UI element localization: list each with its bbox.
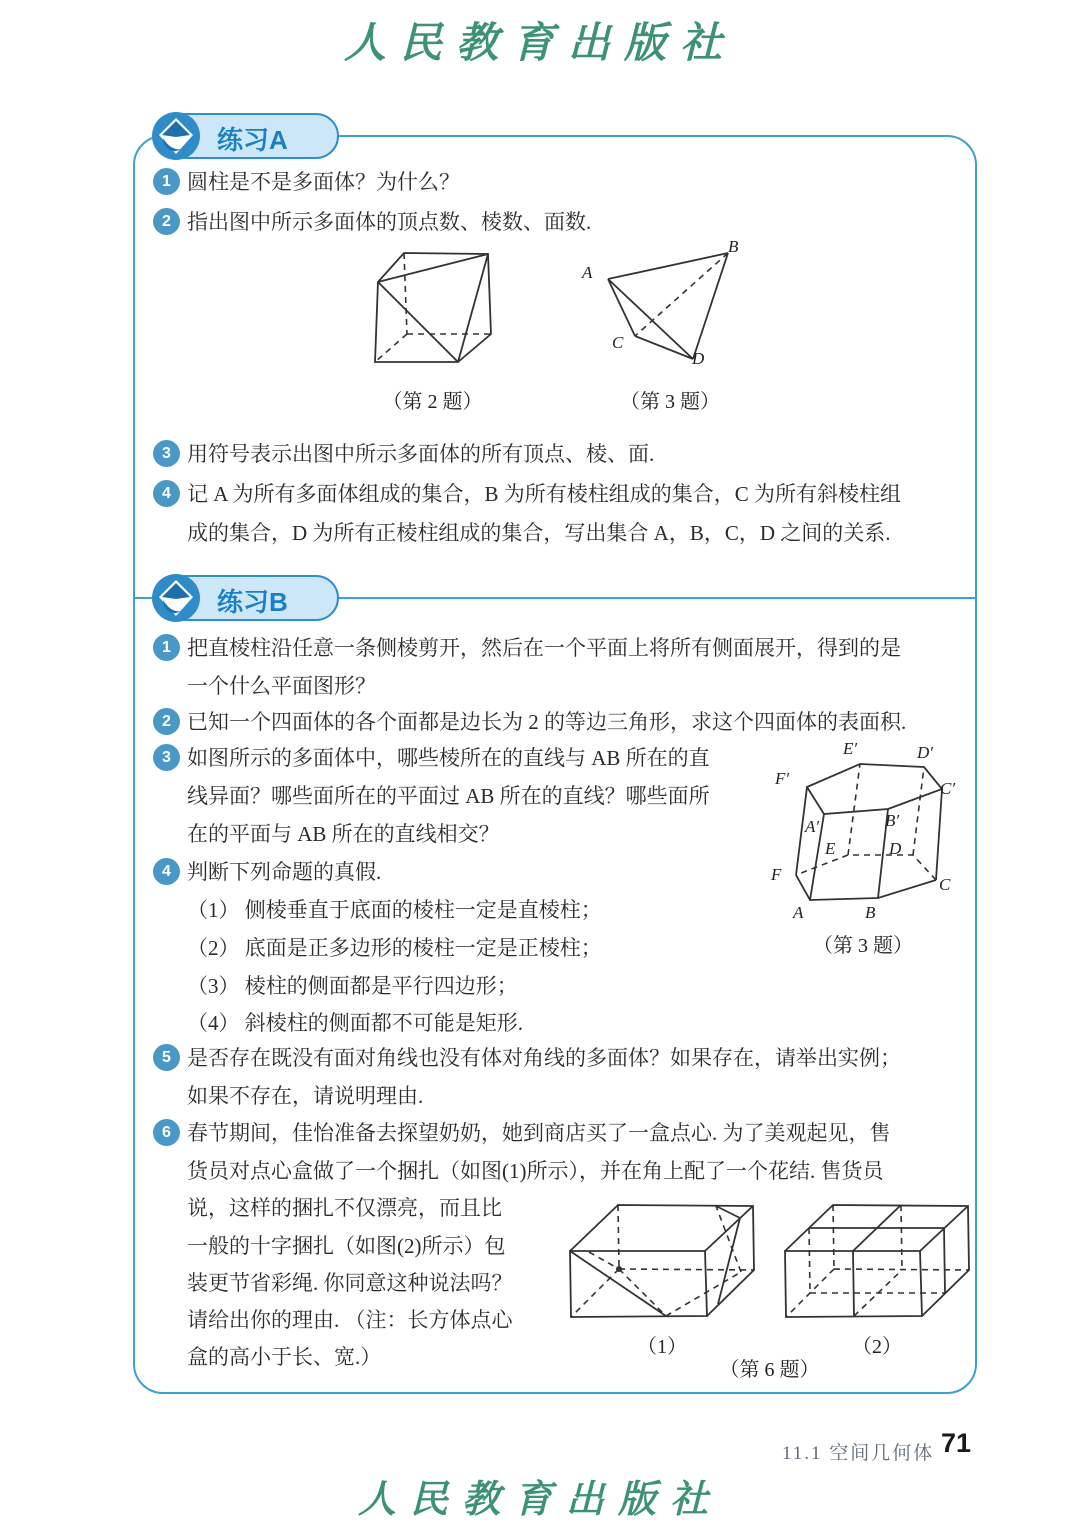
vertex-label-d-prime: D′ <box>917 743 933 762</box>
item-number-badge: 2 <box>153 708 180 735</box>
exercise-a-item-4-line-1: 记 A 为所有多面体组成的集合，B 为所有棱柱组成的集合，C 为所有斜棱柱组 <box>187 482 902 506</box>
exercise-b-item-4-sub-1: （1） 侧棱垂直于底面的棱柱一定是直棱柱； <box>187 898 602 922</box>
exercise-a-item-2: 指出图中所示多面体的顶点数、棱数、面数. <box>187 210 592 234</box>
tetrahedron-figure <box>580 237 760 414</box>
vertex-label-e: E <box>825 839 836 858</box>
footer-page-number: 71 <box>941 1428 972 1458</box>
vertex-label-c: C <box>939 875 951 894</box>
vertex-label-a-prime: A′ <box>805 817 820 836</box>
exercise-a-item-3: 用符号表示出图中所示多面体的所有顶点、棱、面. <box>187 442 655 466</box>
exercise-b-item-3-line-2: 线异面？哪些面所在的平面过 AB 所在的直线？哪些面所 <box>187 784 710 808</box>
figure-caption: （1） <box>637 1336 687 1358</box>
exercise-b-item-6-line-7: 盒的高小于长、宽.） <box>187 1345 382 1369</box>
figure-caption: （2） <box>852 1336 902 1358</box>
exercise-b-item-4-sub-2: （2） 底面是正多边形的棱柱一定是正棱柱； <box>187 936 602 960</box>
vertex-label-a: A <box>582 263 593 282</box>
item-number-badge: 5 <box>153 1044 180 1071</box>
exercise-b-item-1-line-1: 把直棱柱沿任意一条侧棱剪开，然后在一个平面上将所有侧面展开，得到的是 <box>187 636 901 660</box>
item-number-badge: 4 <box>153 858 180 885</box>
vertex-label-f: F <box>771 865 782 884</box>
vertex-label-a: A <box>793 903 804 922</box>
exercise-b-item-6-line-3: 说，这样的捆扎不仅漂亮，而且比 <box>187 1196 502 1220</box>
exercise-b-item-6-line-6: 请给出你的理由. （注：长方体点心 <box>187 1308 513 1332</box>
publisher-logo-bottom: 人民教育出版社 <box>357 1476 722 1521</box>
figure-caption: （第 3 题） <box>620 391 720 413</box>
vertex-label-d: D <box>889 839 902 858</box>
item-number-badge: 6 <box>153 1119 180 1146</box>
exercise-b-item-3-line-3: 在的平面与 AB 所在的直线相交？ <box>187 822 500 846</box>
exercise-b-item-4-sub-3: （3） 棱柱的侧面都是平行四边形； <box>187 974 518 998</box>
book-gem-icon <box>151 111 201 161</box>
exercise-b-item-2: 已知一个四面体的各个面都是边长为 2 的等边三角形，求这个四面体的表面积. <box>187 710 907 734</box>
hex-prism-figure <box>763 737 963 958</box>
exercise-b-item-5-line-1: 是否存在既没有面对角线也没有体对角线的多面体？如果存在，请举出实例； <box>187 1046 901 1070</box>
exercise-box <box>133 125 977 1394</box>
item-number-badge: 3 <box>153 440 180 467</box>
book-gem-icon <box>151 573 201 623</box>
vertex-label-e-prime: E′ <box>843 739 858 758</box>
figure-caption: （第 3 题） <box>813 935 913 957</box>
vertex-label-f-prime: F′ <box>775 769 790 788</box>
exercise-a-item-1: 圆柱是不是多面体？为什么？ <box>187 170 460 194</box>
figure-caption: （第 2 题） <box>382 391 483 413</box>
vertex-label-c-prime: C′ <box>940 779 956 798</box>
diagonal-wrap-box-figure <box>553 1192 771 1359</box>
exercise-b-item-6-line-1: 春节期间，佳怡准备去探望奶奶，她到商店买了一盒点心. 为了美观起见，售 <box>187 1121 891 1145</box>
diagonal-wrap-box-drawing <box>556 1192 768 1324</box>
exercise-b-badge <box>151 573 339 623</box>
exercise-a-item-4-line-2: 成的集合，D 为所有正棱柱组成的集合，写出集合 A，B，C，D 之间的关系. <box>187 521 891 545</box>
figure-6-caption: （第 6 题） <box>719 1359 820 1381</box>
exercise-b-item-4-head: 判断下列命题的真假. <box>187 860 382 884</box>
cross-wrap-box-drawing <box>771 1192 983 1324</box>
hex-prism-drawing <box>768 737 958 923</box>
exercise-b-item-1-line-2: 一个什么平面图形？ <box>187 674 376 698</box>
exercise-a-title: 练习A <box>217 125 288 155</box>
exercise-b-item-4-sub-4: （4） 斜棱柱的侧面都不可能是矩形. <box>187 1011 523 1035</box>
item-number-badge: 2 <box>153 208 180 235</box>
item-number-badge: 4 <box>153 480 180 507</box>
exercise-b-item-3-line-1: 如图所示的多面体中，哪些棱所在的直线与 AB 所在的直 <box>187 746 710 770</box>
vertex-label-b: B <box>865 903 876 922</box>
exercise-b-item-5-line-2: 如果不存在，请说明理由. <box>187 1084 424 1108</box>
exercise-b-item-6-line-5: 装更节省彩绳. 你同意这种说法吗？ <box>187 1271 513 1295</box>
item-number-badge: 1 <box>153 634 180 661</box>
vertex-label-b-prime: B′ <box>885 811 900 830</box>
vertex-label-c: C <box>612 333 624 352</box>
footer-section-title: 11.1 空间几何体 <box>782 1443 935 1464</box>
exercise-a-badge <box>151 111 339 161</box>
vertex-label-d: D <box>692 349 705 368</box>
exercise-b-title: 练习B <box>217 587 288 617</box>
publisher-logo-top: 人民教育出版社 <box>343 18 736 67</box>
exercise-b-item-6-line-4: 一般的十字捆扎（如图(2)所示）包 <box>187 1234 506 1258</box>
item-number-badge: 3 <box>153 744 180 771</box>
vertex-label-b: B <box>728 237 739 256</box>
item-number-badge: 1 <box>153 168 180 195</box>
cross-wrap-box-figure <box>768 1192 986 1359</box>
tetrahedron-drawing <box>590 241 750 373</box>
cut-cube-figure <box>340 237 525 414</box>
cut-cube-drawing <box>348 237 518 377</box>
exercise-b-item-6-line-2: 货员对点心盒做了一个捆扎（如图(1)所示），并在角上配了一个花结. 售货员 <box>187 1159 884 1183</box>
